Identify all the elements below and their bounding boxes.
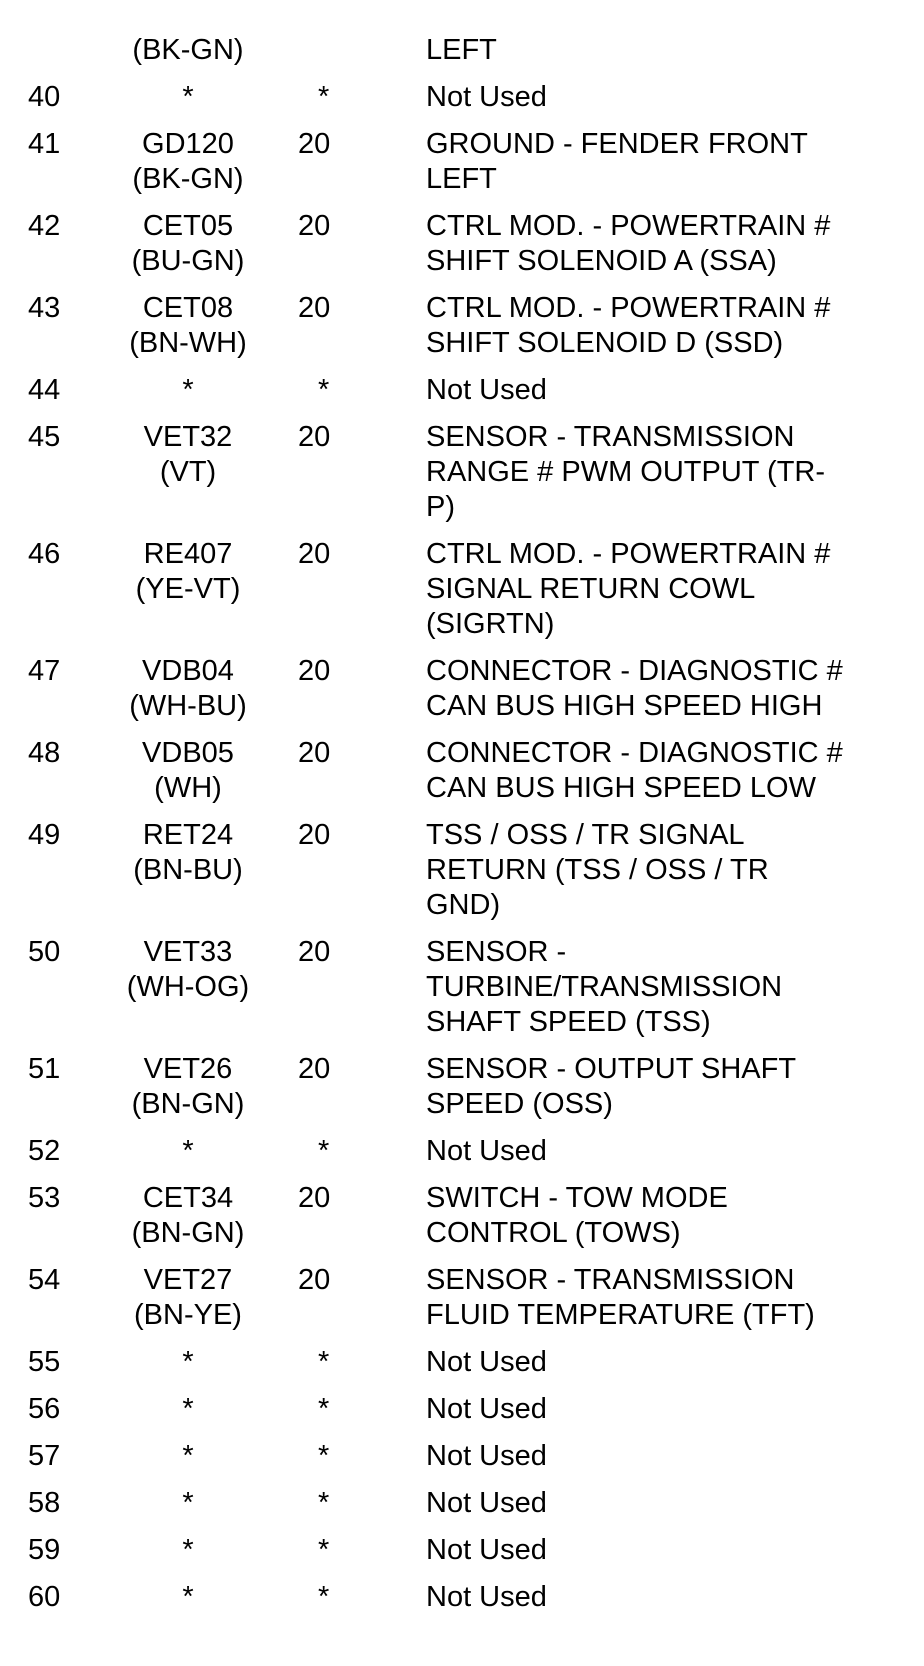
pin-table: [0, 33, 924, 1627]
circuit-code: RE407 (YE-VT): [135, 538, 241, 605]
circuit-code: *: [182, 81, 194, 113]
table-row: [0, 1533, 924, 1568]
circuit-code: VDB04 (WH-BU): [129, 655, 247, 722]
pin-number: 53: [28, 1182, 61, 1214]
circuit-code: CET05 (BU-GN): [131, 210, 245, 277]
wire-gauge: 20: [298, 1264, 331, 1296]
table-row: [0, 1439, 924, 1474]
wire-gauge: *: [318, 1534, 330, 1566]
wire-gauge: 20: [298, 421, 331, 453]
table-row: [0, 127, 924, 197]
pin-number: 47: [28, 655, 61, 687]
circuit-code: CET34 (BN-GN): [131, 1182, 245, 1249]
circuit-function: TSS / OSS / TR SIGNAL RETURN (TSS / OSS / TR GND): [426, 819, 769, 921]
circuit-function: CTRL MOD. - POWERTRAIN # SIGNAL RETURN COWL (SIGRTN): [426, 538, 831, 640]
circuit-function: CONNECTOR - DIAGNOSTIC # CAN BUS HIGH SPEED LOW: [426, 737, 843, 804]
table-row: [0, 537, 924, 642]
wire-gauge: *: [318, 1135, 330, 1167]
circuit-function: SENSOR - TURBINE/TRANSMISSION SHAFT SPEED (TSS): [426, 936, 783, 1038]
pin-number: 49: [28, 819, 61, 851]
wire-gauge: 20: [298, 128, 331, 160]
table-row: [0, 1134, 924, 1169]
table-row: [0, 209, 924, 279]
table-row: [0, 654, 924, 724]
table-row: [0, 1181, 924, 1251]
table-row: [0, 420, 924, 525]
pin-number: 54: [28, 1264, 61, 1296]
pin-number: 44: [28, 374, 61, 406]
circuit-function: Not Used: [426, 1487, 547, 1519]
table-row: [0, 1345, 924, 1380]
wire-gauge: *: [318, 1487, 330, 1519]
table-row: [0, 736, 924, 806]
wire-gauge: *: [318, 1440, 330, 1472]
table-row: [0, 1052, 924, 1122]
circuit-code: CET08 (BN-WH): [129, 292, 247, 359]
table-row: [0, 1392, 924, 1427]
pin-number: 58: [28, 1487, 61, 1519]
wire-gauge: 20: [298, 292, 331, 324]
table-row: [0, 291, 924, 361]
table-row: [0, 33, 924, 68]
circuit-function: Not Used: [426, 1135, 547, 1167]
pin-number: 50: [28, 936, 61, 968]
circuit-code: *: [182, 1581, 194, 1613]
wire-gauge: 20: [298, 1053, 331, 1085]
circuit-function: CTRL MOD. - POWERTRAIN # SHIFT SOLENOID A (SSA): [426, 210, 831, 277]
circuit-function: GROUND - FENDER FRONT LEFT: [426, 128, 808, 195]
circuit-function: Not Used: [426, 81, 547, 113]
circuit-function: CTRL MOD. - POWERTRAIN # SHIFT SOLENOID D (SSD): [426, 292, 831, 359]
pin-number: 51: [28, 1053, 61, 1085]
circuit-code: *: [182, 1487, 194, 1519]
circuit-function: SENSOR - TRANSMISSION RANGE # PWM OUTPUT (TR- P): [426, 421, 826, 523]
wire-gauge: *: [318, 1393, 330, 1425]
wire-gauge: 20: [298, 819, 331, 851]
circuit-code: *: [182, 1346, 194, 1378]
table-row: [0, 80, 924, 115]
pin-number: 59: [28, 1534, 61, 1566]
pin-number: 52: [28, 1135, 61, 1167]
circuit-code: (BK-GN): [132, 34, 244, 66]
circuit-function: SWITCH - TOW MODE CONTROL (TOWS): [426, 1182, 728, 1249]
pin-number: 45: [28, 421, 61, 453]
circuit-code: VET32 (VT): [143, 421, 233, 488]
wire-gauge: 20: [298, 737, 331, 769]
wire-gauge: 20: [298, 1182, 331, 1214]
circuit-code: VET33 (WH-OG): [126, 936, 250, 1003]
wire-gauge: *: [318, 81, 330, 113]
wire-gauge: 20: [298, 655, 331, 687]
pin-number: 43: [28, 292, 61, 324]
pin-number: 46: [28, 538, 61, 570]
circuit-function: SENSOR - OUTPUT SHAFT SPEED (OSS): [426, 1053, 797, 1120]
circuit-function: SENSOR - TRANSMISSION FLUID TEMPERATURE (TFT): [426, 1264, 815, 1331]
wire-gauge: 20: [298, 538, 331, 570]
circuit-code: RET24 (BN-BU): [133, 819, 243, 886]
circuit-code: *: [182, 1135, 194, 1167]
circuit-function: Not Used: [426, 374, 547, 406]
table-row: [0, 1580, 924, 1615]
pin-number: 57: [28, 1440, 61, 1472]
circuit-code: *: [182, 1393, 194, 1425]
wire-gauge: *: [318, 374, 330, 406]
pin-number: 48: [28, 737, 61, 769]
circuit-code: *: [182, 374, 194, 406]
wire-gauge: *: [318, 1581, 330, 1613]
circuit-code: VDB05 (WH): [142, 737, 234, 804]
wire-gauge: 20: [298, 210, 331, 242]
table-row: [0, 1486, 924, 1521]
table-row: [0, 935, 924, 1040]
pin-number: 40: [28, 81, 61, 113]
pin-number: 56: [28, 1393, 61, 1425]
pin-number: 55: [28, 1346, 61, 1378]
circuit-code: *: [182, 1440, 194, 1472]
circuit-code: GD120 (BK-GN): [132, 128, 244, 195]
circuit-function: Not Used: [426, 1534, 547, 1566]
wire-gauge: 20: [298, 936, 331, 968]
circuit-function: LEFT: [426, 34, 497, 66]
wire-gauge: *: [318, 1346, 330, 1378]
pin-number: 42: [28, 210, 61, 242]
circuit-function: Not Used: [426, 1393, 547, 1425]
circuit-code: VET26 (BN-GN): [131, 1053, 245, 1120]
pin-number: 41: [28, 128, 61, 160]
circuit-function: Not Used: [426, 1440, 547, 1472]
circuit-code: *: [182, 1534, 194, 1566]
circuit-function: Not Used: [426, 1346, 547, 1378]
table-row: [0, 818, 924, 923]
circuit-code: VET27 (BN-YE): [134, 1264, 242, 1331]
circuit-function: CONNECTOR - DIAGNOSTIC # CAN BUS HIGH SPEED HIGH: [426, 655, 843, 722]
pin-number: 60: [28, 1581, 61, 1613]
table-row: [0, 373, 924, 408]
circuit-function: Not Used: [426, 1581, 547, 1613]
table-row: [0, 1263, 924, 1333]
